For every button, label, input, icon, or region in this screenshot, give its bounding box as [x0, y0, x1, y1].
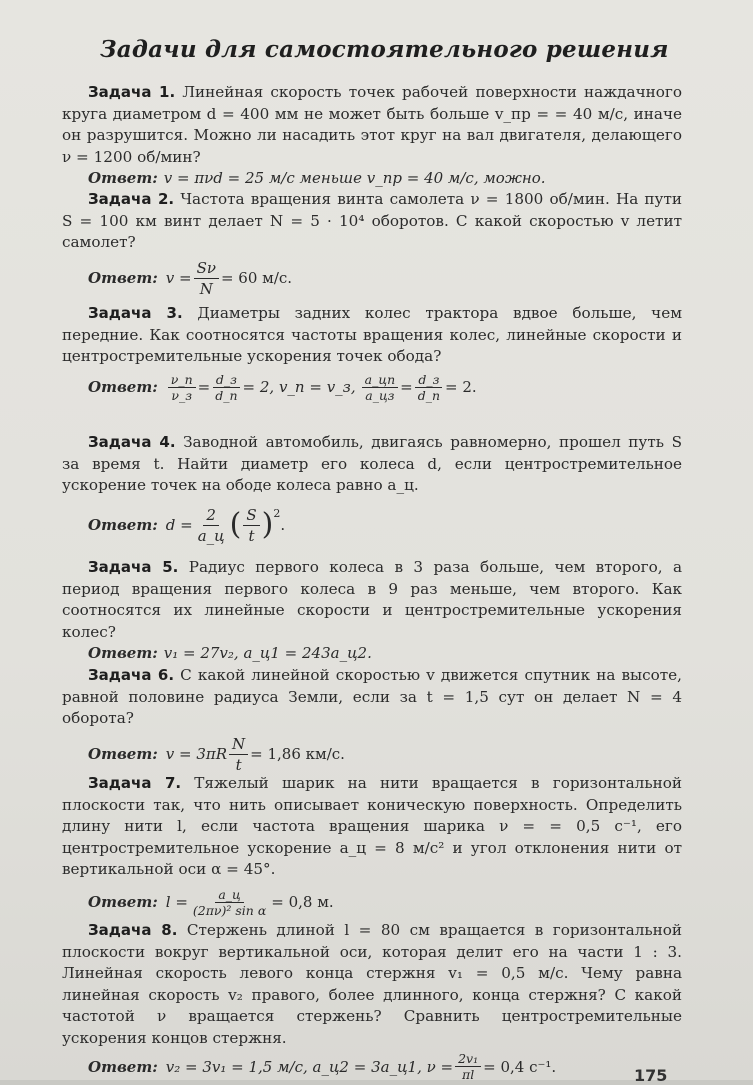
- problem-6: [62, 665, 682, 775]
- problem-text: С какой линейной скоростью v движется спутник на высоте, равной половине радиуса Земли, если за t = 1,5 сут он делает N = 4 оборота?: [62, 666, 683, 727]
- problem-label: Задача 5.: [88, 558, 179, 576]
- answer: Ответ: v₁ = 27v₂, a_ц1 = 243a_ц2.: [88, 644, 372, 662]
- section-title: Задачи для самостоятельного решения: [100, 36, 669, 63]
- problem-text: Частота вращения винта самолета ν = 1800 об/мин. На пути S = 100 км винт делает N = 5 · 10⁴ оборотов. С какой скоростью v летит самолет?: [62, 190, 683, 251]
- problem-1: [62, 82, 682, 189]
- answer: Ответ: v = πνd = 25 м/с меньше v_пр = 40 м/с, можно.: [88, 169, 546, 187]
- problem-label: Задача 7.: [88, 774, 182, 792]
- answer: Ответ: $\frac{\nu\_п}{\nu\_з}$ = $\frac{d\_з}{d\_п}$ = 2, v_п = v_з, $\frac{a\_цп}{a\_цз}$ = $\frac{d\_з}{d\_п}$ = 2.: [88, 371, 477, 403]
- problem-label: Задача 4.: [88, 433, 176, 451]
- problem-text: Заводной автомобиль, двигаясь равномерно, прошел путь S за время t. Найти диаметр его колеса d, если центростремительное ускорение точек на ободе колеса равно a_ц.: [62, 433, 683, 494]
- problem-8: [62, 920, 682, 1082]
- problem-label: Задача 3.: [88, 304, 183, 322]
- problem-text: Линейная скорость точек рабочей поверхности наждачного круга диаметром d = 400 мм не может быть больше v_пр = = 40 м/с, иначе он разрушится. Можно ли насадить этот круг на вал двигателя, делающего ν = 1200 об/мин?: [62, 83, 682, 166]
- problem-7: [62, 773, 682, 918]
- answer: Ответ: d = $\frac{2}{a\_ц}$ ( $\frac{S}{t}$ ) $^2$ .: [88, 505, 286, 545]
- problem-label: Задача 1.: [88, 83, 176, 101]
- problem-text: Диаметры задних колес трактора вдвое больше, чем передние. Как соотносятся частоты вращения колес, линейные скорости и центростремительные ускорения точек обода?: [62, 304, 683, 365]
- problem-2: [62, 189, 682, 299]
- answer: Ответ: v = $\frac{S\nu}{N}$ = 60 м/с.: [88, 258, 293, 298]
- problem-text: Стержень длиной l = 80 см вращается в горизонтальной плоскости вокруг вертикальной оси, которая делит его на части 1 : 3. Линейная скорость левого конца стержня v₁ = 0,5 м/с. Чему равна линейная скорость v₂ правого, более длинного, конца стержня? С какой частотой ν вращается стержень? Сравнить центростремительные ускорения концов стержня.: [62, 921, 683, 1047]
- page-number: 175: [634, 1066, 668, 1085]
- problem-3: [62, 303, 682, 403]
- answer: Ответ: v₂ = 3v₁ = 1,5 м/с, a_ц2 = 3a_ц1, ν = $\frac{\text{2v₁}}{\pi l}$ = 0,4 с⁻¹.: [88, 1051, 557, 1082]
- answer-fraction: $\frac{S\nu}{N}$: [194, 258, 219, 299]
- answer: Ответ: l = $\frac{a\_ц}{\text{(2πν)² sin α}}$ = 0,8 м.: [88, 886, 334, 918]
- problem-label: Задача 8.: [88, 921, 178, 939]
- answer: Ответ: v = 3πR $\frac{N}{t}$ = 1,86 км/с.: [88, 734, 345, 774]
- problem-text: Тяжелый шарик на нити вращается в горизонтальной плоскости так, что нить описывает коническую поверхность. Определить длину нити l, если частота вращения шарика ν = = 0,5 с⁻¹, его центростремительное ускорение a_ц = 8 м/с² и угол отклонения нити от вертикальной оси α = 45°.: [62, 774, 682, 878]
- problem-label: Задача 6.: [88, 666, 175, 684]
- problem-text: Радиус первого колеса в 3 раза больше, чем второго, а период вращения первого колеса в 9 раз меньше, чем второго. Как соотносятся их линейные скорости и центростремительные ускорения колес?: [62, 558, 682, 641]
- problem-5: [62, 557, 682, 664]
- problem-label: Задача 2.: [88, 190, 175, 208]
- problem-4: [62, 432, 682, 546]
